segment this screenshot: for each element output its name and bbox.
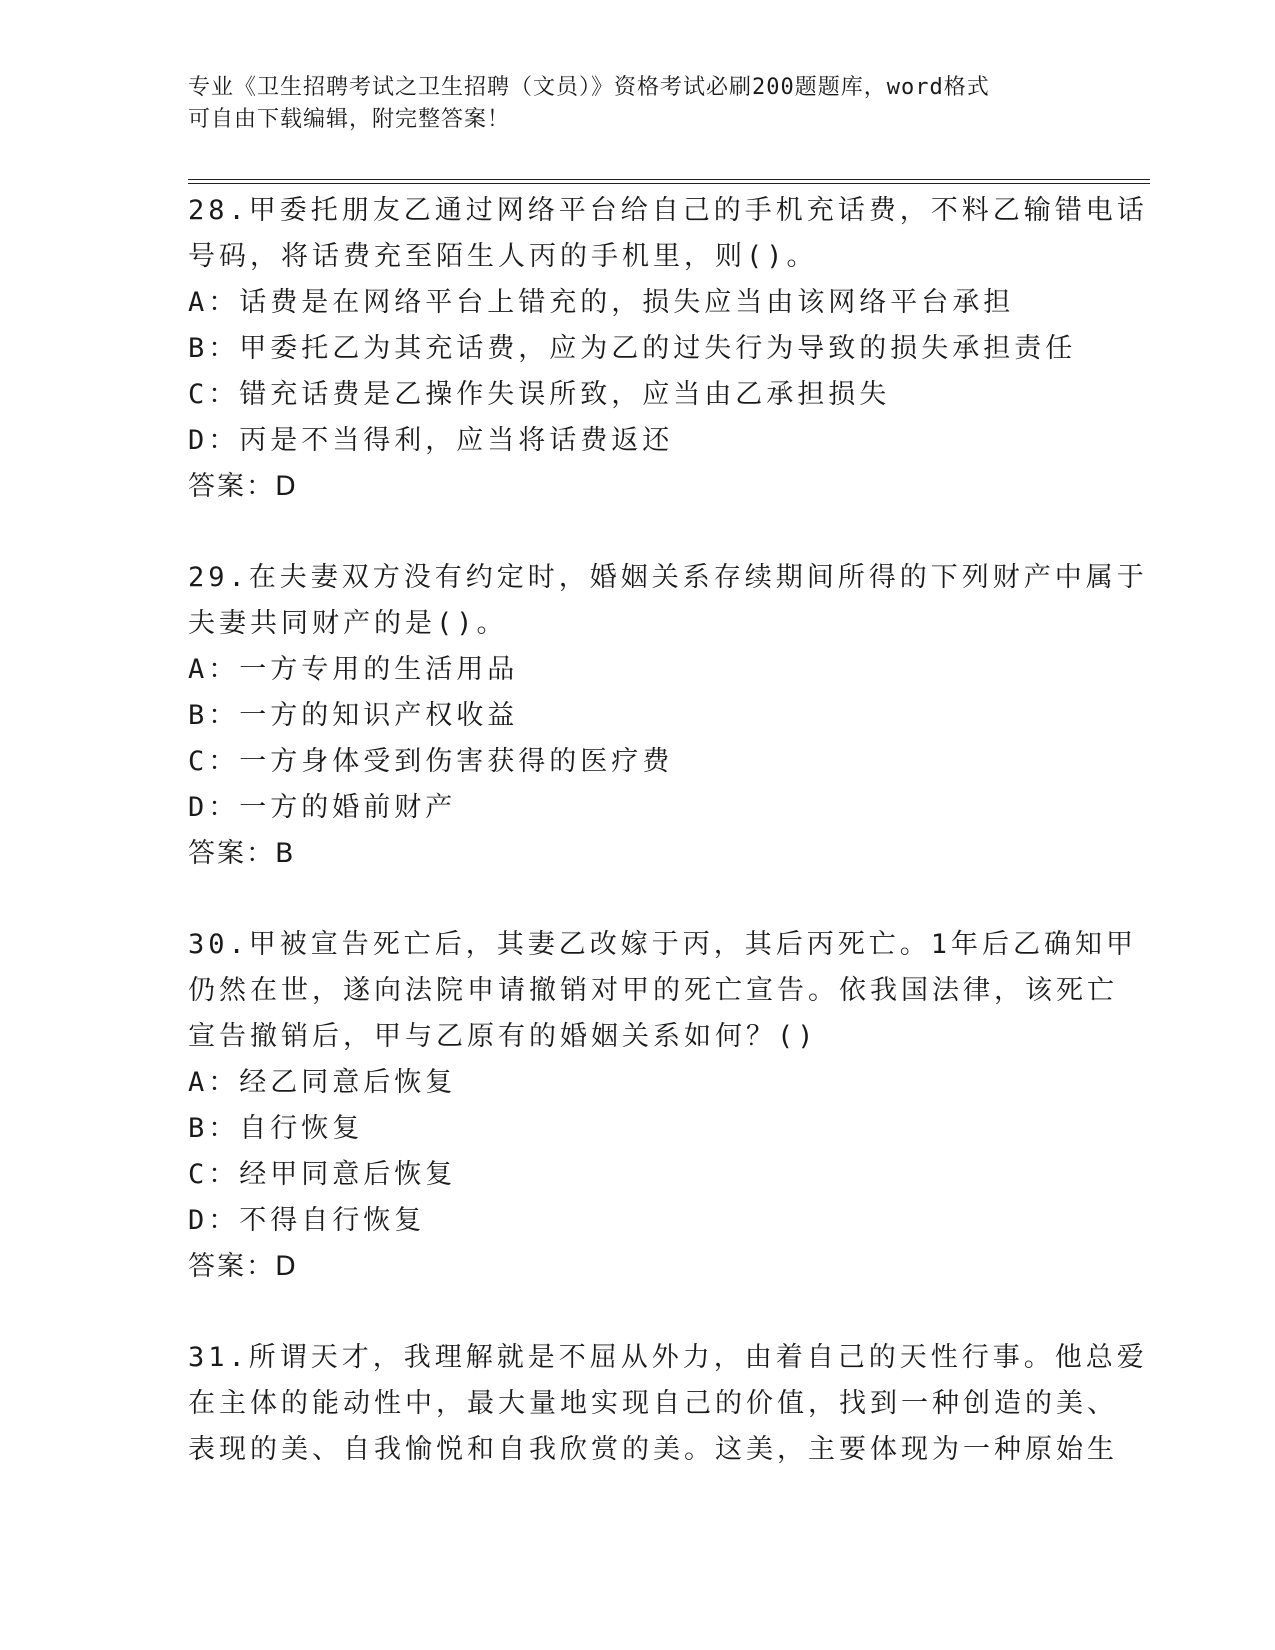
answer-label: 答案：D — [188, 1251, 298, 1282]
option-b: B：一方的知识产权收益 — [188, 700, 519, 731]
document-header — [188, 72, 1078, 136]
option-b: B：自行恢复 — [188, 1113, 364, 1144]
question-stem-line: 31.所谓天才，我理解就是不屈从外力，由着自己的天性行事。他总爱 — [188, 1342, 1148, 1373]
option-c: C：一方身体受到伤害获得的医疗费 — [188, 746, 674, 777]
question-stem-line: 30.甲被宣告死亡后，其妻乙改嫁于丙，其后丙死亡。1年后乙确知甲 — [188, 929, 1138, 960]
question-stem-line: 表现的美、自我愉悦和自我欣赏的美。这美，主要体现为一种原始生 — [188, 1434, 1118, 1465]
option-d: D：不得自行恢复 — [188, 1205, 426, 1236]
question-30 — [188, 922, 1138, 1290]
option-a: A：话费是在网络平台上错充的，损失应当由该网络平台承担 — [188, 287, 1015, 318]
option-c: C：错充话费是乙操作失误所致，应当由乙承担损失 — [188, 379, 891, 410]
answer-label: 答案：B — [188, 838, 296, 869]
question-29 — [188, 555, 1148, 877]
option-b: B：甲委托乙为其充话费，应为乙的过失行为导致的损失承担责任 — [188, 333, 1077, 364]
question-stem-line: 29.在夫妻双方没有约定时，婚姻关系存续期间所得的下列财产中属于 — [188, 562, 1148, 593]
header-divider-top — [188, 179, 1150, 180]
header-line-1: 专业《卫生招聘考试之卫生招聘（文员）》资格考试必刷200题题库，word格式 — [188, 75, 990, 100]
answer-label: 答案：D — [188, 471, 298, 502]
option-a: A：一方专用的生活用品 — [188, 654, 519, 685]
question-stem-line: 夫妻共同财产的是()。 — [188, 608, 508, 639]
question-31 — [188, 1335, 1148, 1473]
question-stem-line: 宣告撤销后，甲与乙原有的婚姻关系如何？() — [188, 1021, 818, 1052]
question-stem-line: 号码，将话费充至陌生人丙的手机里，则()。 — [188, 241, 818, 272]
question-28 — [188, 188, 1148, 510]
option-c: C：经甲同意后恢复 — [188, 1159, 457, 1190]
header-line-2: 可自由下载编辑，附完整答案！ — [188, 107, 511, 132]
question-stem-line: 在主体的能动性中，最大量地实现自己的价值，找到一种创造的美、 — [188, 1388, 1118, 1419]
header-divider-bottom — [188, 183, 1150, 184]
option-d: D：丙是不当得利，应当将话费返还 — [188, 425, 674, 456]
question-list — [188, 188, 1148, 1473]
option-d: D：一方的婚前财产 — [188, 792, 457, 823]
option-a: A：经乙同意后恢复 — [188, 1067, 457, 1098]
question-stem-line: 仍然在世，遂向法院申请撤销对甲的死亡宣告。依我国法律，该死亡 — [188, 975, 1118, 1006]
question-stem-line: 28.甲委托朋友乙通过网络平台给自己的手机充话费，不料乙输错电话 — [188, 195, 1148, 226]
